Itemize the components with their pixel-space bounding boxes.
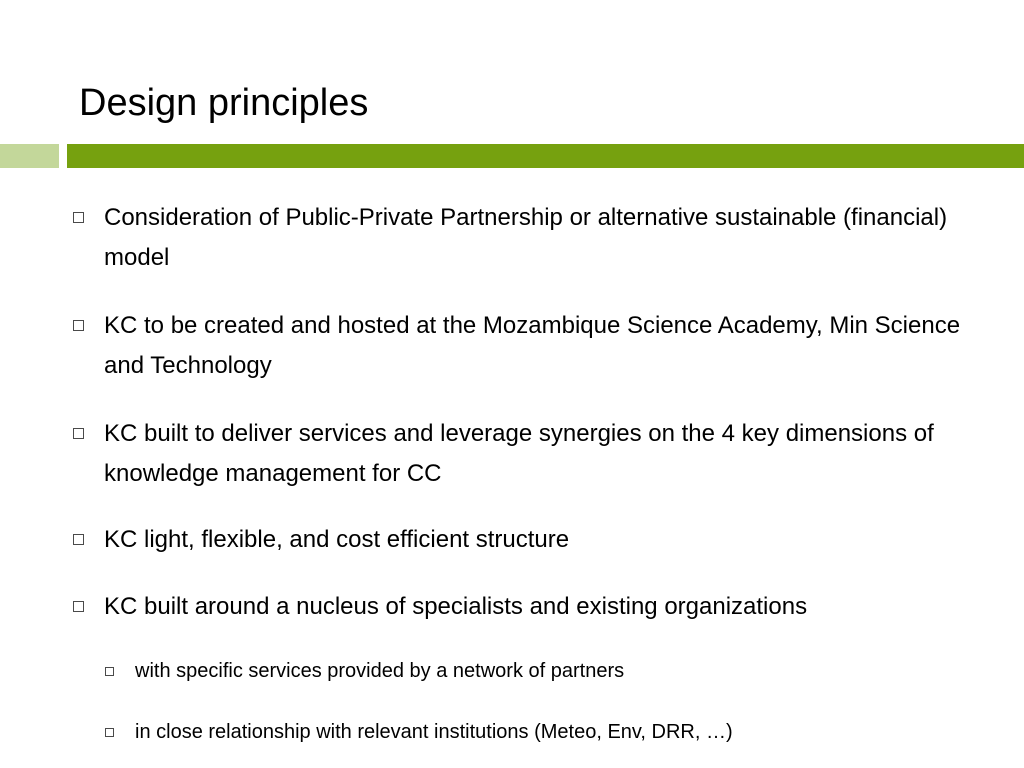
bullet-text: KC light, flexible, and cost efficient structure [104, 526, 570, 553]
bullet-text: Consideration of Public-Private Partnership or alternative sustainable (financial) model [104, 204, 948, 271]
square-bullet-icon [73, 320, 84, 331]
square-bullet-icon [73, 601, 84, 612]
bullet-item [104, 520, 1004, 560]
bullet-item [104, 414, 1004, 494]
square-bullet-icon [73, 428, 84, 439]
sub-bullet-item [135, 656, 1005, 686]
sub-bullet-item [135, 717, 1005, 747]
bullet-text: KC to be created and hosted at the Mozambique Science Academy, Min Science and Technology [104, 312, 961, 379]
bullet-text: KC built around a nucleus of specialists and existing organizations [104, 593, 808, 620]
slide-title: Design principles [79, 82, 369, 124]
square-bullet-icon [105, 728, 114, 737]
sub-bullet-text: in close relationship with relevant institutions (Meteo, Env, DRR, …) [135, 721, 733, 743]
bullet-item [104, 306, 1004, 386]
bullet-item [104, 198, 1004, 278]
square-bullet-icon [105, 667, 114, 676]
bullet-text: KC built to deliver services and leverage synergies on the 4 key dimensions of knowledge management for CC [104, 420, 934, 487]
bullet-item [104, 587, 1004, 627]
square-bullet-icon [73, 534, 84, 545]
sub-bullet-text: with specific services provided by a network of partners [135, 660, 625, 682]
square-bullet-icon [73, 212, 84, 223]
